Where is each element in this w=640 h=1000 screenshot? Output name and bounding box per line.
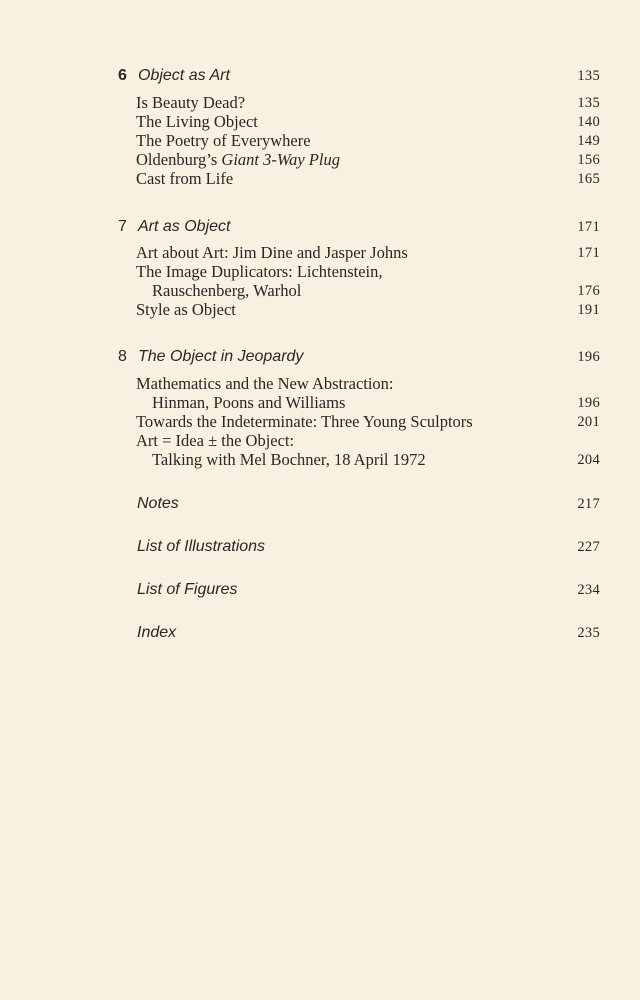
toc-entry (0, 150, 640, 170)
page-number: 196 (577, 349, 600, 365)
chapter-title: Art as Object (138, 218, 231, 235)
section-title-prefix: Oldenburg’s (136, 150, 222, 169)
page-number: 135 (577, 95, 600, 111)
page-number: 135 (577, 68, 600, 84)
page-number: 149 (577, 133, 600, 149)
chapter-title: Object as Art (138, 67, 230, 84)
chapter-8-heading (0, 347, 640, 367)
toc-entry-list-of-illustrations (0, 537, 640, 557)
toc-entry-index (0, 623, 640, 643)
page-number: 165 (577, 171, 600, 187)
toc-entry (0, 169, 640, 189)
toc-entry (0, 300, 640, 320)
section-title-continuation: Rauschenberg, Warhol (152, 281, 302, 300)
section-title: Mathematics and the New Abstraction: (136, 374, 394, 393)
page-number: 191 (577, 302, 600, 318)
chapter-number: 8 (118, 348, 127, 365)
back-matter-title: List of Figures (137, 581, 238, 598)
toc-entry (0, 131, 640, 151)
toc-entry (0, 93, 640, 113)
section-title: Towards the Indeterminate: Three Young Sculptors (136, 412, 473, 431)
page-number: 217 (577, 496, 600, 512)
toc-entry (0, 243, 640, 263)
toc-entry (0, 262, 640, 282)
section-title: The Image Duplicators: Lichtenstein, (136, 262, 383, 281)
section-title-continuation: Talking with Mel Bochner, 18 April 1972 (152, 450, 426, 469)
section-title: Style as Object (136, 300, 236, 319)
section-title (136, 150, 340, 170)
page-number: 201 (577, 414, 600, 430)
page-number: 176 (577, 283, 600, 299)
page-number: 171 (577, 219, 600, 235)
page-number: 171 (577, 245, 600, 261)
toc-entry (0, 374, 640, 394)
section-title: Art = Idea ± the Object: (136, 431, 295, 450)
toc-entry (0, 412, 640, 432)
section-title: The Poetry of Everywhere (136, 131, 311, 150)
back-matter-title: List of Illustrations (137, 538, 266, 555)
toc-entry-notes (0, 494, 640, 514)
section-title: Art about Art: Jim Dine and Jasper Johns (136, 243, 408, 262)
toc-entry-continuation (0, 281, 640, 301)
page-number: 234 (577, 582, 600, 598)
chapter-title: The Object in Jeopardy (138, 348, 304, 365)
page-number: 140 (577, 114, 600, 130)
section-title-italic: Giant 3-Way Plug (221, 150, 340, 169)
chapter-6-heading (0, 66, 640, 86)
toc-entry (0, 112, 640, 132)
section-title: Cast from Life (136, 169, 234, 188)
toc-entry-continuation (0, 450, 640, 470)
section-title-continuation: Hinman, Poons and Williams (152, 393, 346, 412)
toc-entry-continuation (0, 393, 640, 413)
page-number: 227 (577, 539, 600, 555)
section-title: Is Beauty Dead? (136, 93, 246, 112)
chapter-number: 7 (118, 218, 127, 235)
chapter-7-heading (0, 217, 640, 237)
toc-entry (0, 431, 640, 451)
back-matter-title: Notes (137, 495, 179, 512)
section-title: The Living Object (136, 112, 258, 131)
page-number: 204 (577, 452, 600, 468)
page-number: 156 (577, 152, 600, 168)
back-matter-title: Index (137, 624, 177, 641)
toc-entry-list-of-figures (0, 580, 640, 600)
chapter-number: 6 (118, 67, 127, 84)
page-number: 235 (577, 625, 600, 641)
page-number: 196 (577, 395, 600, 411)
